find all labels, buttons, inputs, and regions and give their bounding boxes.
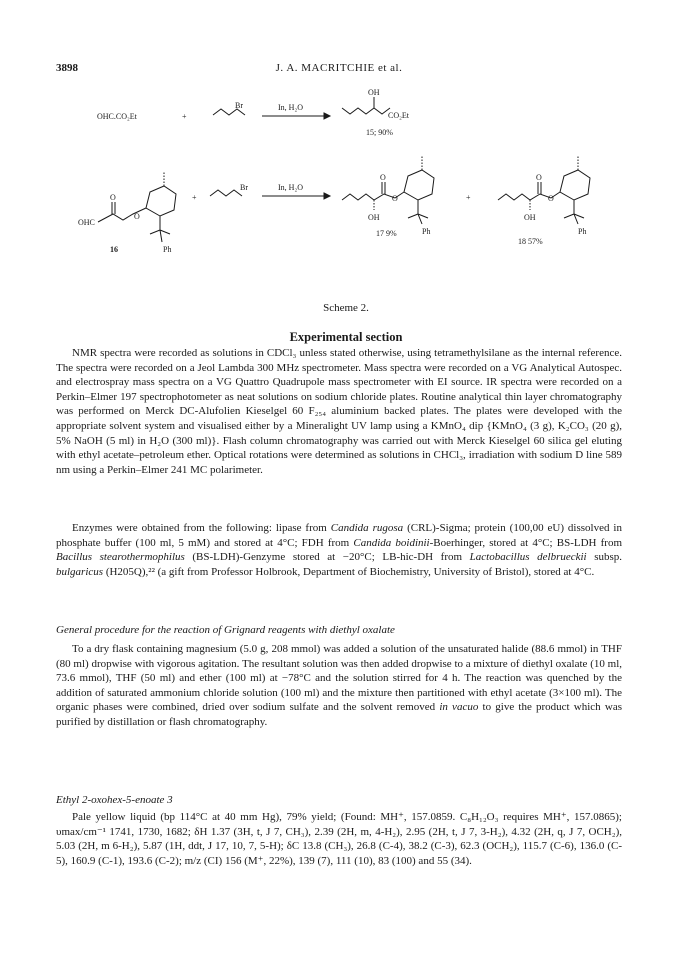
running-head: J. A. MACRITCHIE et al. [275,62,403,74]
p17-ester-o: O [392,194,398,203]
enzymes-text-h: Lactobacillus delbrueckii [469,551,587,564]
r2-plus: + [192,193,197,202]
sm16-carbonyl [112,202,115,214]
p18-ph: Ph [578,227,587,236]
product-15-skeleton [342,108,390,114]
reaction-scheme [0,84,692,299]
allyl-bromide-2 [210,190,242,196]
r1-product-ester: CO₂Et [388,111,410,120]
enzymes-text-d: Candida boidinii [353,536,430,549]
enzymes-text-c: (CRL)-Sigma; protein (100,00 eU) dissolved in phosphate buffer (100 ml, 5 mM) and stored at 4°C; FDH from [56,522,622,549]
p17-ring [404,170,434,200]
p17-carbonyl-o: O [380,173,386,182]
grignard-paragraph [56,642,622,730]
scheme-caption: Scheme 2. [323,302,369,314]
p18-oh: OH [524,213,536,222]
arrow-head-1 [324,113,330,119]
r1-reactant1: OHC.CO₂Et [97,112,137,121]
p17-ph: Ph [422,227,431,236]
enzymes-text-i: subsp. [586,551,623,564]
enzymes-text-j: bulgaricus [56,565,104,578]
p18-carbonyl [538,182,541,194]
grignard-text-a: To a dry flask containing magnesium (5.0 g, 208 mmol) was added a solution of the unsaturated halide (88.6 mmol) in THF (80 ml) dropwise with vigorous agitation. The resultant solution was then added dropwise to a mixture of diethyl oxalate (10 ml, 73.6 mmol), THF (50 ml) and ether (100 ml) at −78°C and the solution stirred for 4 h. The reaction was quenched by the addition of saturated ammonium chloride solution (100 ml) and the mixture then partitioned with ethyl acetate (3×100 ml). The organic phases were combined, dried over sodium sulfate and the solvent removed [56,643,622,714]
r2-reagent: In, H₂O [278,183,304,192]
enzymes-text-g: (BS-LDH)-Genzyme stored at −20°C; LB-hic-DH from [184,551,470,564]
section-title: Experimental section [289,330,403,344]
enzymes-paragraph [56,521,622,579]
p17-oh: OH [368,213,380,222]
r1-product-oh: OH [368,88,380,97]
enzymes-text-a: Enzymes were obtained from the following: lipase from [72,522,331,534]
compound-paragraph: Pale yellow liquid (bp 114°C at 40 mm Hg), 79% yield; (Found: MH⁺, 157.0859. C₈H₁₂O₃ requires MH⁺, 157.0865); υmax/cm⁻¹ 1741, 1730, 1682; δH 1.37 (3H, t, J 7, CH₃), 2.39 (2H, m, 4-H₂), 2.95 (2H, t, J 7, 3-H₂), 4.32 (2H, q, J 7, OCH₂), 5.03 (2H, m 6-H₂), 5.87 (1H, ddt, J 17, 10, 7, 5-H); δC 13.8 (CH₃), 26.8 (C-4), 38.2 (C-3), 62.3 (OCH₂), 115.7 (C-6), 136.0 (C-5), 160.9 (C-1), 193.6 (C-2); m/z (CI) 156 (M⁺, 22%), 139 (7), 111 (10), 83 (100) and 55 (34). [56,811,622,867]
enzymes-text-b: Candida rugosa [330,522,404,534]
p18-cumyl [564,200,584,224]
r1-product-label: 15; 90% [366,128,393,137]
sm16-label: 16 [110,245,118,254]
enzymes-text-e: -Boerhinger, stored at 4°C; BS-LDH from [429,536,622,549]
enzymes-text-k: (H205Q),²² (a gift from Professor Holbrook, Department of Biochemistry, University of Bristol), stored at 4°C. [103,565,595,578]
sm16-ph: Ph [163,245,172,254]
p18-carbonyl-o: O [536,173,542,182]
r1-plus: + [182,112,187,121]
sm16-carbonyl-o: O [110,193,116,202]
p18-ring [560,170,590,200]
grignard-heading: General procedure for the reaction of Grignard reagents with diethyl oxalate [56,624,395,636]
compound-heading: Ethyl 2-oxohex-5-enoate 3 [56,794,173,806]
sm16-ester-o: O [134,212,140,221]
page-number: 3898 [56,62,78,74]
grignard-text-c: to give the product which was purified by distillation or flash chromatography. [56,701,622,728]
p17-label: 17 9% [376,229,397,238]
p18-ester-o: O [548,194,554,203]
arrow-head-2 [324,193,330,199]
sm16-aldehyde: OHC [78,218,95,227]
enzymes-text-f: Bacillus stearothermophilus [56,551,185,564]
p18-label: 18 57% [518,237,543,246]
general-methods-paragraph: NMR spectra were recorded as solutions in CDCl₃ unless stated otherwise, using tetramethylsilane as the internal reference. The spectra were recorded on a Jeol Lambda 300 MHz spectrometer. Mass spectra were recorded on a VG Analytical Autospec. and electrospray mass spectra on a VG Quattro Quadrupole mass spectrometer with EI source. IR spectra were recorded on a Perkin–Elmer 197 spectrophotometer as neat solutions on sodium chloride plates. Routine analytical thin layer chromatography was performed on Merck DC-Alufolien Kieselgel 60 F₂₅₄ aluminium backed plates. The plates were developed with the appropriate solvent system and visualised either by a Mineralight UV lamp using a KMnO₄ dip {KMnO₄ (3 g), K₂CO₃ (20 g), 5% NaOH (5 ml) in H₂O (300 ml)}. Flash column chromatography was carried out with Merck Kieselgel 60 silica gel eluting with ethyl acetate–petroleum ether. Optical rotations were determined as solutions in CHCl₃, irradiation with sodium D line 589 nm using a Perkin–Elmer 241 MC polarimeter. [56,347,622,476]
r1-reagent: In, H₂O [278,103,304,112]
r2-bromide: Br [240,183,248,192]
p17-cumyl [408,200,428,224]
p17-carbonyl [382,182,385,194]
grignard-text-b: in vacuo [439,701,479,714]
sm16-cumyl [150,216,170,242]
page-header [56,62,622,78]
r2-plus2: + [466,193,471,202]
sm16-ring [146,186,176,216]
r1-bromide: Br [235,101,243,110]
